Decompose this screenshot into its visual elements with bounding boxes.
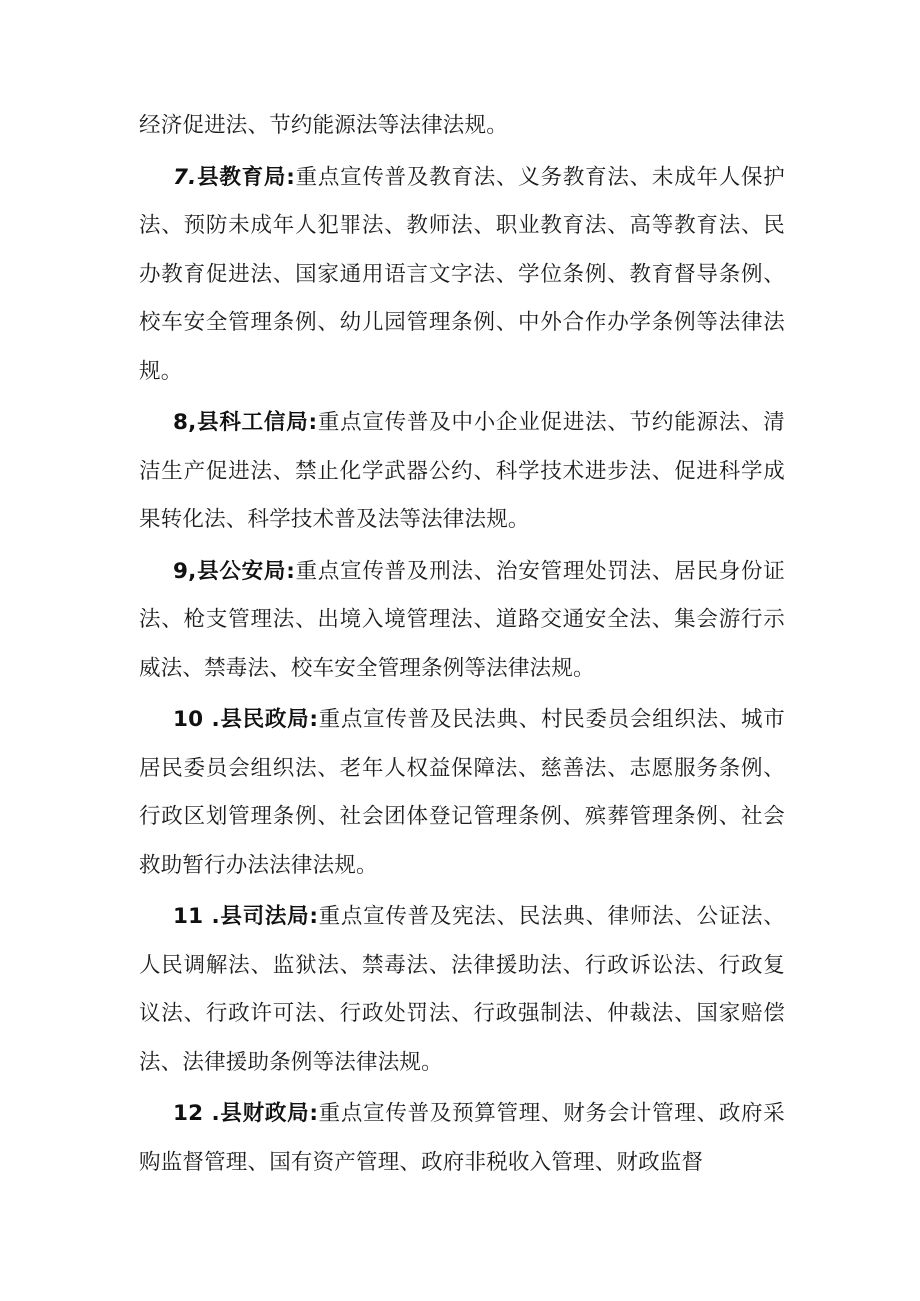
item-civil-affairs-bureau xyxy=(139,696,785,890)
item-public-security-bureau xyxy=(139,548,785,694)
item-education-bureau xyxy=(139,154,785,397)
item-number: 11 . xyxy=(173,904,220,929)
item-number: 10 . xyxy=(173,707,220,732)
intro-tail-text: 经济促进法、节约能源法等法律法规。 xyxy=(139,113,508,138)
item-heading: 县教育局: xyxy=(196,164,295,190)
item-number: 7. xyxy=(173,164,197,190)
document-body xyxy=(139,102,785,1187)
item-body: 重点宣传普及民法典、村民委员会组织法、城市居民委员会组织法、老年人权益保障法、慈善法、志愿服务条例、行政区划管理条例、社会团体登记管理条例、殡葬管理条例、社会救助暂行办法法律法规。 xyxy=(139,707,785,878)
item-number: 9, xyxy=(173,558,197,584)
item-heading: 县公安局: xyxy=(196,558,295,584)
item-heading: 县科工信局: xyxy=(196,410,318,435)
intro-tail-paragraph xyxy=(139,102,785,151)
item-justice-bureau xyxy=(139,893,785,1087)
item-heading: 县民政局: xyxy=(219,707,319,732)
item-heading: 县财政局: xyxy=(219,1101,319,1126)
item-body: 重点宣传普及教育法、义务教育法、未成年人保护法、预防未成年人犯罪法、教师法、职业教育法、高等教育法、民办教育促进法、国家通用语言文字法、学位条例、教育督导条例、校车安全管理条例、幼儿园管理条例、中外合作办学条例等法律法规。 xyxy=(139,164,785,384)
item-number: 8, xyxy=(173,410,197,435)
item-number: 12 . xyxy=(173,1101,220,1126)
item-science-industry-bureau xyxy=(139,399,785,545)
item-body: 重点宣传普及中小企业促进法、节约能源法、清洁生产促进法、禁止化学武器公约、科学技术进步法、促进科学成果转化法、科学技术普及法等法律法规。 xyxy=(139,410,785,532)
item-body: 重点宣传普及刑法、治安管理处罚法、居民身份证法、枪支管理法、出境入境管理法、道路交通安全法、集会游行示威法、禁毒法、校车安全管理条例等法律法规。 xyxy=(139,558,785,681)
item-body: 重点宣传普及宪法、民法典、律师法、公证法、人民调解法、监狱法、禁毒法、法律援助法、行政诉讼法、行政复议法、行政许可法、行政处罚法、行政强制法、仲裁法、国家赔偿法、法律援助条例等法律法规。 xyxy=(139,904,785,1075)
item-finance-bureau xyxy=(139,1090,785,1187)
item-body: 重点宣传普及预算管理、财务会计管理、政府采购监督管理、国有资产管理、政府非税收入管理、财政监督 xyxy=(139,1101,785,1175)
item-heading: 县司法局: xyxy=(219,904,319,929)
